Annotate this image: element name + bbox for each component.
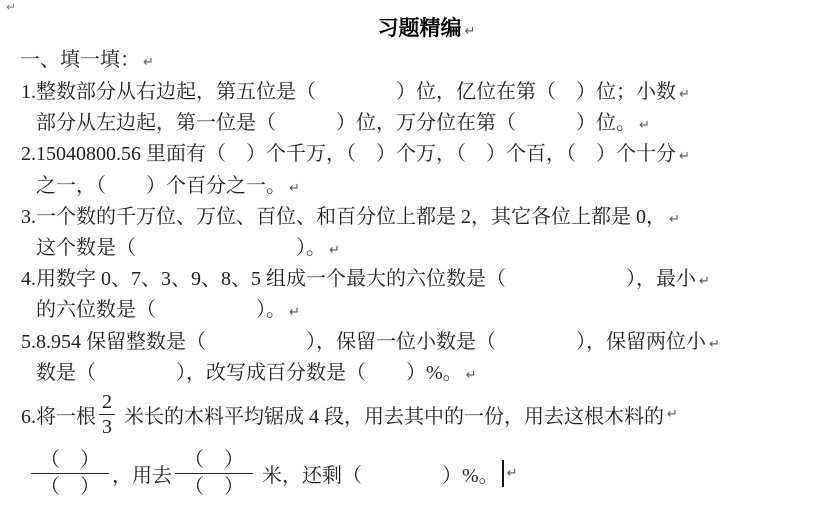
- question-2-line-2: [0, 171, 827, 202]
- question-3-line-2: [0, 233, 827, 264]
- question-4-line-1: [0, 264, 827, 295]
- fraction-denominator: （ ）: [175, 473, 253, 498]
- question-4-text: 4.用数字 0、7、3、9、8、5 组成一个最大的六位数是（ ），最小: [21, 268, 696, 291]
- fraction-numerator: 2: [102, 390, 112, 413]
- question-6-prefix: 6.将一根: [21, 406, 96, 429]
- section-heading-line: [0, 44, 827, 77]
- blank-fraction-1: [31, 449, 109, 499]
- paragraph-mark-icon: ↵: [143, 55, 154, 70]
- paragraph-mark-icon: ↵: [709, 336, 720, 352]
- paragraph-mark-icon: ↵: [6, 0, 17, 13]
- empty-paragraph: [0, 0, 827, 13]
- question-3-text-cont: 这个数是（ ）。: [36, 236, 326, 259]
- question-6-line-1: [0, 389, 827, 441]
- question-5-text-cont: 数是（ ），改写成百分数是（ ）%。: [36, 361, 463, 384]
- title-line: [0, 13, 827, 44]
- question-1-text-cont: 部分从左边起，第一位是（ ）位，万分位在第（ ）位。: [36, 112, 636, 135]
- question-5-text: 5.8.954 保留整数是（ ），保留一位小数是（ ），保留两位小: [21, 330, 706, 353]
- question-4-text-cont: 的六位数是（ ）。: [36, 299, 286, 322]
- question-1-text: 1.整数部分从右边起，第五位是（ ）位，亿位在第（ ）位；小数: [21, 81, 676, 103]
- question-3-text: 3.一个数的千万位、万位、百位、和百分位上都是 2，其它各位上都是 0，: [21, 205, 666, 228]
- paragraph-mark-icon: ↵: [699, 274, 710, 290]
- paragraph-mark-icon: ↵: [639, 118, 650, 134]
- blank-fraction-2: [175, 449, 253, 499]
- paragraph-mark-icon: ↵: [667, 407, 678, 423]
- question-1-line-1: [0, 77, 827, 108]
- section-heading: 一、填一填：: [20, 49, 140, 71]
- question-2-line-1: [0, 139, 827, 170]
- paragraph-mark-icon: ↵: [679, 87, 690, 102]
- paragraph-mark-icon: ↵: [464, 24, 476, 39]
- question-6-line-2: [0, 441, 827, 507]
- question-4-line-2: [0, 295, 827, 326]
- paragraph-mark-icon: ↵: [669, 211, 680, 227]
- question-2-text-cont: 之一，（ ）个百分之一。: [36, 174, 286, 197]
- question-6-line-2-rest: 米，还剩（ ）%。: [262, 465, 499, 488]
- question-1-line-2: [0, 108, 827, 139]
- fraction-denominator: （ ）: [31, 473, 109, 498]
- question-5-line-1: [0, 327, 827, 358]
- fraction-numerator: （ ）: [184, 448, 244, 471]
- paragraph-mark-icon: ↵: [506, 466, 518, 482]
- fraction-denominator: 3: [99, 414, 115, 438]
- paragraph-mark-icon: ↵: [289, 180, 300, 196]
- question-3-line-1: [0, 202, 827, 233]
- paragraph-mark-icon: ↵: [289, 305, 300, 321]
- fraction-numerator: （ ）: [40, 448, 100, 471]
- paragraph-mark-icon: ↵: [679, 149, 690, 165]
- paragraph-mark-icon: ↵: [329, 242, 340, 258]
- page-title: 习题精编: [377, 17, 462, 40]
- text-cursor: [502, 460, 504, 487]
- fraction-two-thirds: [99, 391, 115, 439]
- question-2-text: 2.15040800.56 里面有（ ）个千万，（ ）个万，（ ）个百，（ ）个十分: [21, 143, 676, 166]
- question-6-line-1-rest: 米长的木料平均锯成 4 段，用去其中的一份，用去这根木料的: [124, 406, 664, 429]
- paragraph-mark-icon: ↵: [465, 367, 477, 383]
- question-5-line-2: [0, 358, 827, 389]
- question-6-line-2-mid: ，用去: [112, 465, 172, 488]
